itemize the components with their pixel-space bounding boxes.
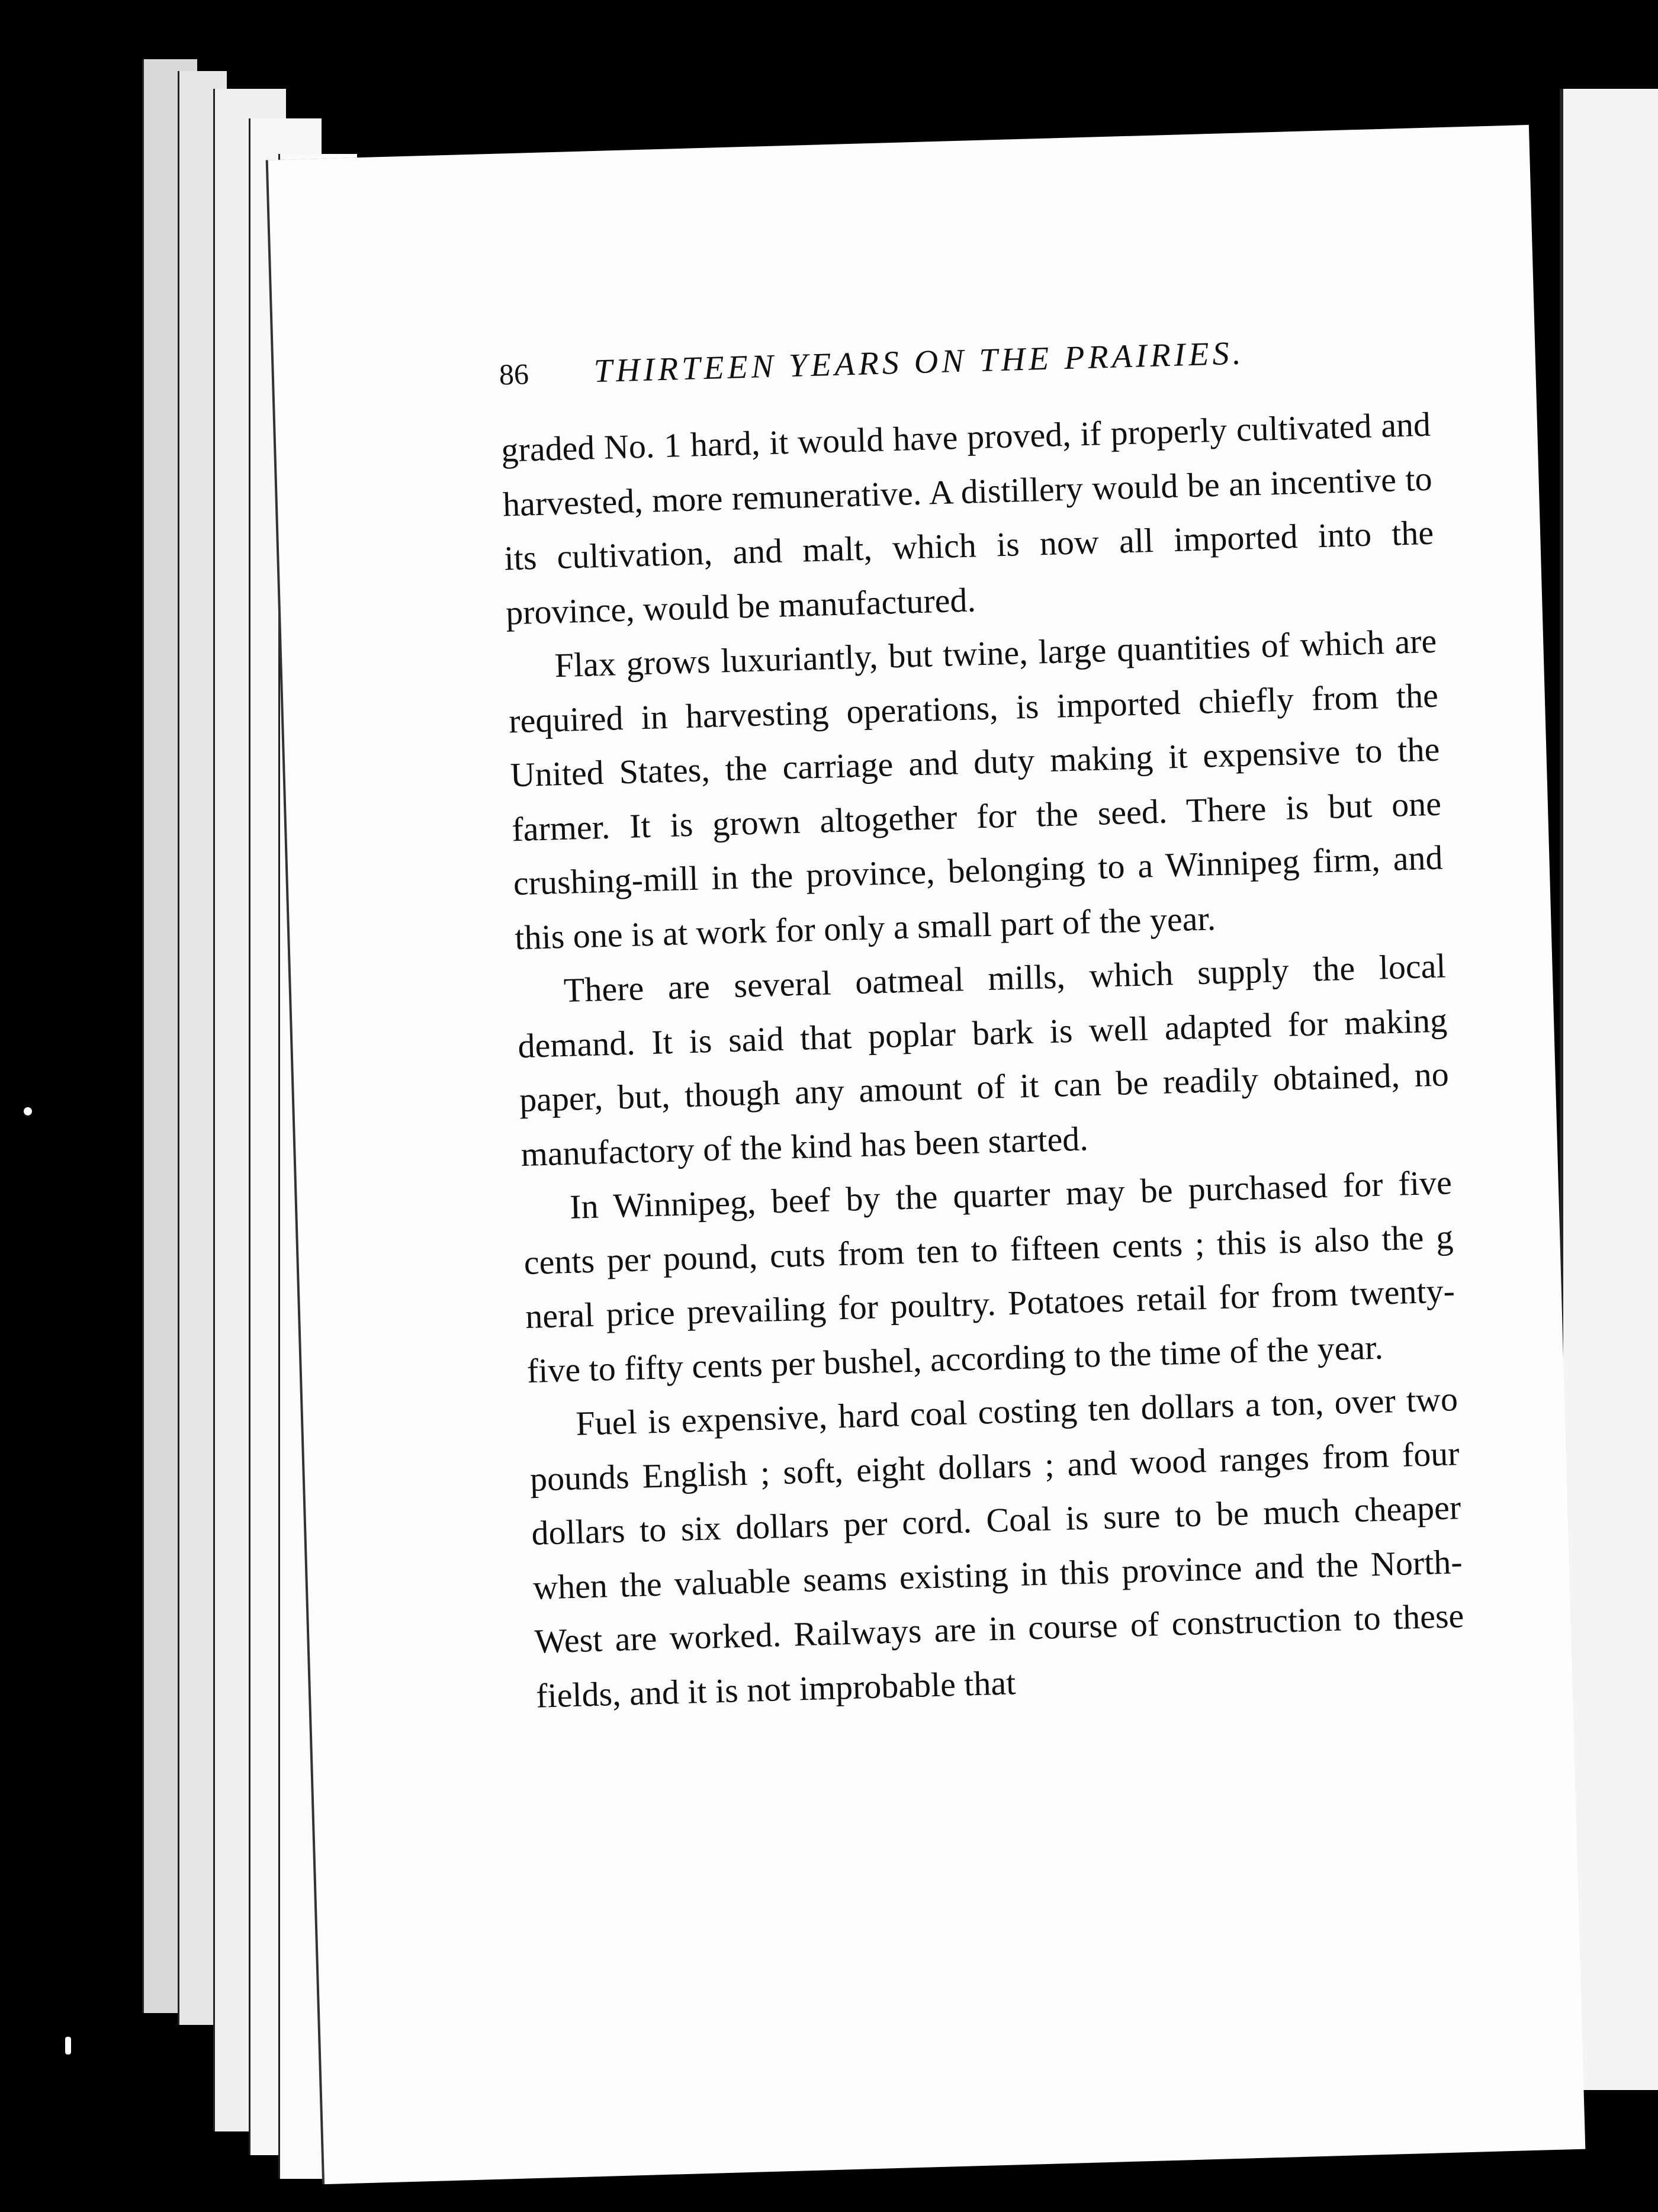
page-number: 86: [499, 357, 529, 391]
body-text: [500, 397, 1466, 1723]
paragraph: graded No. 1 hard, it would have proved, if properly cultivated and harvested, more remunerative. A distillery would be an incentive to its cultivation, and malt, which is now all imported into the province, would be manufactured.: [500, 404, 1434, 632]
scan-speck: [65, 2037, 71, 2055]
running-head: [499, 329, 1423, 393]
paragraph: In Winnipeg, beef by the quarter may be purchased for five cents per pound, cuts from ten to fifteen cents ; this is also the g neral price prevailing for poultry. Potatoes retail for from twenty-five to fifty cents per bushel, according to the time of the year.: [523, 1163, 1455, 1390]
paragraph: Fuel is expensive, hard coal costing ten dollars a ton, over two pounds English ; soft, eight dollars ; and wood ranges from four dollars to six dollars per cord. Coal is sure to be much cheaper when the valuable seams existing in this province and the North-West are worked. Railways are in course of construction to these fields, and it is not improbable that: [529, 1380, 1464, 1715]
paragraph: There are several oatmeal mills, which supply the local demand. It is said that poplar bark is well adapted for making paper, but, though any amount of it can be readily obtained, no manufactory of the kind has been started.: [517, 946, 1450, 1173]
scan-speck: [24, 1107, 32, 1115]
running-title: THIRTEEN YEARS ON THE PRAIRIES.: [593, 335, 1245, 390]
book-page: [268, 125, 1586, 2184]
paragraph: Flax grows luxuriantly, but twine, large quantities of which are required in harvesting operations, is imported chiefly from the United States, the carriage and duty making it expensive to the farmer. It is grown altogether for the seed. There is but one crushing-mill in the province, belonging to a Winnipeg firm, and this one is at work for only a small part of the year.: [508, 621, 1444, 957]
